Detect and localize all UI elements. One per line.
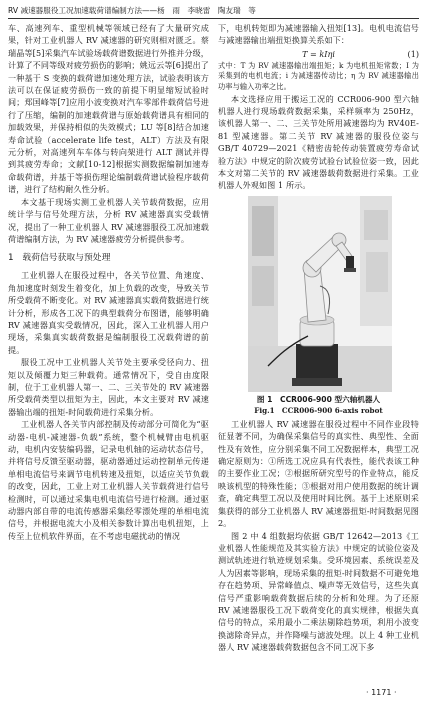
left-paragraph-4: 服役工况中工业机器人关节处主要承受径向力、扭矩以及倾覆力矩三种载荷。通常情况下，受自由度限制，位于工业机器人第一、二、三关节处的 RV 减速器所受载荷类型以扭矩为主，因此，本文主要对 RV 减速器输出端的扭矩-时间载荷进行采集分析。	[8, 357, 209, 417]
right-paragraph-3: 工业机器人 RV 减速器在服役过程中不同作业段特征显著不同，为确保采集信号的真实性、典型性、全面性及有效性，应分别采集不同工况数据样本，典型工况确定原则为：①所选工况应具有代表性，能代表该工种的主要作业工况；②根据所研究型号的作业特点，能反映该机型的特殊性能；③根据对用户使用数据的统计调查，确定典型工况以及使用时间比例。基于上述原则采集获得的部分工业机器人 RV 减速器扭矩-时间数据见图 2。	[218, 418, 419, 529]
left-column	[8, 22, 209, 542]
right-paragraph-2: 本文选择应用于搬运工况的 CCR006-900 型六轴机器人进行现场载荷数据采集，采样频率为 250Hz，该机器人第一、二、三关节处所用减速器均为 RV40E-81 型减速器。第二关节 RV 减速器的服役位姿与 GB/T 40729—2021《精密齿轮传动装置疲劳寿命试验方法》中规定的阶次疲劳试验台试验位姿一致，因此本文对第二关节的 RV 减速器载荷数据进行采集。工业机器人外观如图 1 所示。	[218, 93, 419, 191]
section-title: 1 载荷信号获取与预处理	[8, 253, 111, 264]
figure-caption-en: Fig.1 CCR006-900 6-axis robot	[254, 405, 383, 415]
running-head: RV 减速器服役工况加速载荷谱编制方法——杨 雨 李晓雷 陶友瑞 等	[8, 6, 256, 15]
equation-note: 式中：T 为 RV 减速器输出端扭矩；k 为电机扭矩常数；I 为采集到的电机电流；i 为减速器传动比；η 为 RV 减速器输出功率与输入功率之比。	[218, 60, 419, 91]
robot-photo	[248, 196, 392, 392]
equation: T = kIηi	[302, 48, 335, 59]
right-column	[218, 22, 419, 654]
figure-1	[218, 196, 419, 418]
equation-number: (1)	[407, 48, 419, 59]
right-paragraph-4: 图 2 中 4 组数据均依据 GB/T 12642—2013《工业机器人性能规范及其实验方法》中规定的试验位姿及测试轨迹进行轨迹规划采集。受环境因素、系统误差及人为因素等影响，现场采集的扭矩-时间数据不可避免地存在趋势项、异常峰值点、噪声等无效信号，这些失真信号严重影响载荷数据后续的分析和处理。为了还原 RV 减速器服役工况下载荷变化的真实规律，根据失真信号的特点，采用最小二乘法剔除趋势项，利用小波变换滤除奇异点，并作降噪与滤波处理。以上 4 种工业机器人 RV 减速器载荷数据包含不同工况下多	[218, 530, 419, 653]
left-paragraph-5: 工业机器人各关节内部控制及传动部分可简化为“驱动器-电机-减速器-负载”系统，整个机械臂由电机驱动，电机内安装编码器，记录电机轴的运动状态信号，并将信号反馈至驱动器，驱动器通过运动控制单元传递单相电流信号来调节电机转速及扭矩，以适应关节负载的改变，因此，工业上对工业机器人关节载荷进行信号检测时，可以通过采集电机电流信号进行检测。通过驱动器内部自带的电流传感器采集经零漂处理的单相电流信号，并根据电流大小及相关参数计算出电机扭矩，上传至上位机软件界面，在不考虑电磁扰动的情况	[8, 419, 209, 541]
figure-caption-cn: 图 1 CCR006-900 型六轴机器人	[256, 394, 381, 404]
left-paragraph-3: 工业机器人在服役过程中，各关节位置、角速度、角加速度时刻发生着变化，加上负载的改变，导致关节所受载荷不断变化。对 RV 减速器真实载荷数据进行统计分析，形成各工况下的典型载荷分布图谱，能够明确 RV 减速器真实受载情况，因此，深入工业机器人用户现场，采集真实载荷数据是编制服役工况载荷谱的前提。	[8, 270, 209, 355]
equation-row	[218, 47, 419, 61]
page-number: · 1171 ·	[366, 688, 397, 697]
right-paragraph-1: 下，电机转矩即为减速器输入扭矩[13]。电机电流信号与减速器输出端扭矩换算关系如下：	[218, 23, 419, 46]
left-paragraph-1: 车、高速列车、重型机械等领域已经有了大量研究成果，针对工业机器人 RV 减速器的研究则相对匮乏。蔡瑞晶等[5]采集汽车试验场载荷谱数据进行外推并分级，计算了不同等级对疲劳损伤的影响；姚远云等[6]提出了一种基于 S 变换的载荷谱加速处理方法，试验表明该方法可以在保证疲劳损伤一致的前提下明显缩短试验时间；郑国峰等[7]应用小波变换对汽车零部件载荷信号进行了压缩，编制的加速载荷谱与原始载荷谱具有相同的加载效果，并保持相似的失效模式；LU 等[8]结合加速寿命试验（accelerate life test，ALT）方法及有限元分析，对高速列车车体与转向架进行 ALT 测试并得到其疲劳寿命；文献[10-12]根据实测数据编制加速寿命载荷谱，并基于等损伤理论编制载荷谱试验程序载荷谱，进行了结构耐久性分析。	[8, 23, 209, 195]
left-paragraph-2: 本文基于现场实测工业机器人关节载荷数据，应用统计学与信号处理方法，分析 RV 减速器真实受载情况，提出了一种工业机器人 RV 减速器服役工况加速载荷谱编制方法，为 RV 减速器疲劳分析提供参考。	[8, 196, 209, 244]
header-rule	[8, 18, 419, 19]
